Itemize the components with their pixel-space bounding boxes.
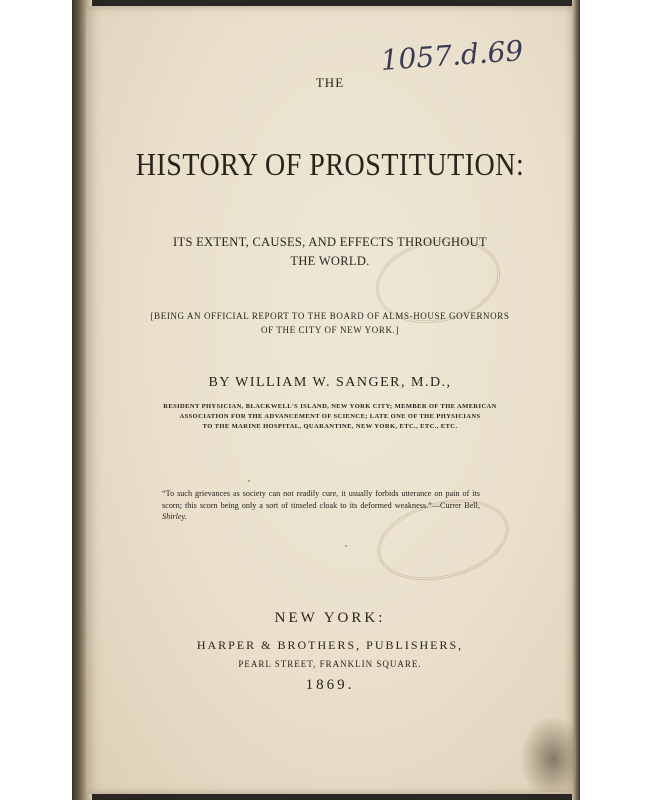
affiliation-line: TO THE MARINE HOSPITAL, QUARANTINE, NEW YORK, ETC., ETC., ETC. — [202, 423, 458, 430]
handwritten-shelfmark — [379, 34, 552, 102]
note-line: OF THE CITY OF NEW YORK.] — [261, 325, 399, 335]
publisher-name: HARPER & BROTHERS, PUBLISHERS, — [196, 638, 464, 652]
shelfmark-text: 1057.d.69 — [379, 34, 525, 77]
book-title: HISTORY OF PROSTITUTION: — [135, 148, 525, 183]
subtitle-line: THE WORLD. — [290, 254, 370, 268]
note-line: [BEING AN OFFICIAL REPORT TO THE BOARD OF ALMS-HOUSE GOVERNORS — [150, 311, 510, 321]
publisher-address: PEARL STREET, FRANKLIN SQUARE. — [238, 659, 422, 669]
affiliation-line: RESIDENT PHYSICIAN, BLACKWELL'S ISLAND, NEW YORK CITY; MEMBER OF THE AMERICAN — [163, 403, 497, 410]
page-speck — [345, 545, 347, 547]
author-affiliation — [100, 402, 560, 432]
report-note — [100, 309, 560, 337]
affiliation-line: ASSOCIATION FOR THE ADVANCEMENT OF SCIENCE; LATE ONE OF THE PHYSICIANS — [179, 413, 481, 420]
quote-text: “To such grievances as society can not readily cure, it usually forbids utterance on pain of its scorn; this scorn being only a sort of tinseled cloak to its deformed weakness.”—Currer Bell, — [162, 489, 480, 510]
page-speck — [248, 480, 250, 482]
book-subtitle — [100, 233, 560, 271]
epigraph-quote — [162, 488, 480, 523]
title-prefix: THE — [315, 75, 345, 90]
page-right-edge — [572, 0, 580, 800]
page-stain — [522, 718, 574, 792]
publication-city: NEW YORK: — [274, 610, 386, 626]
author-line: BY WILLIAM W. SANGER, M.D., — [208, 375, 452, 390]
title-page — [86, 6, 572, 794]
subtitle-line: ITS EXTENT, CAUSES, AND EFFECTS THROUGHOUT — [173, 235, 487, 249]
quote-source: Shirley. — [162, 512, 187, 521]
publication-year: 1869. — [305, 677, 355, 693]
